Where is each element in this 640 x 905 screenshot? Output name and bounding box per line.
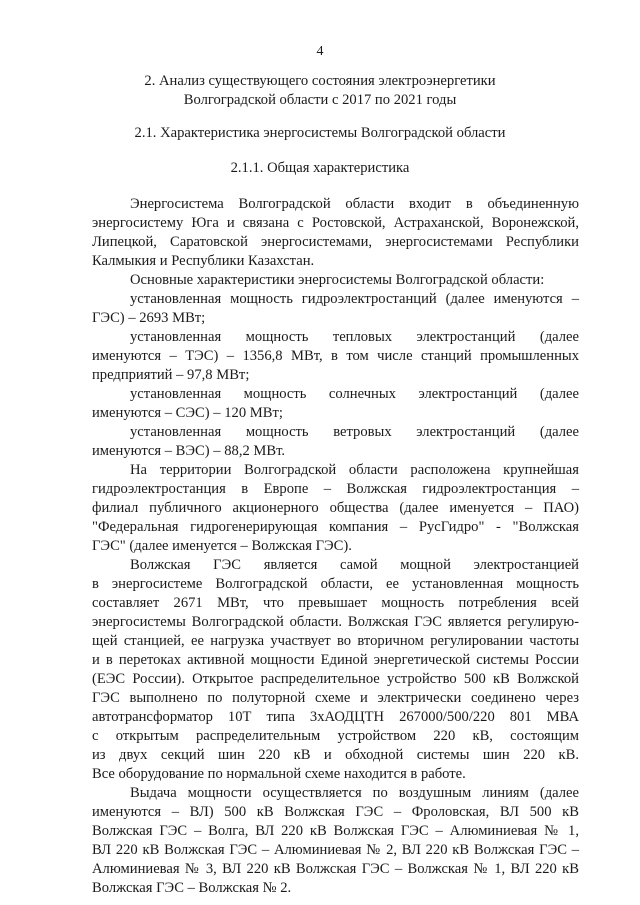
text-line: составляет 2671 МВт, что превышает мощность потребления всей (92, 595, 579, 611)
subsection-heading: 2.1. Характеристика энергосистемы Волгоградской области (134, 125, 506, 141)
text-line: Волжская ГЭС является самой мощной электростанцией (130, 557, 579, 573)
text-line: Липецкой, Саратовской энергосистемами, энергосистемами Республики (92, 234, 579, 250)
text-line: установленная мощность гидроэлектростанций (далее именуются – (130, 291, 579, 307)
text-line: именуются – ВЛ) 500 кВ Волжская ГЭС – Фроловская, ВЛ 500 кВ (92, 804, 579, 820)
text-line: Алюминиевая № 3, ВЛ 220 кВ Волжская ГЭС – Волжская № 1, ВЛ 220 кВ (92, 861, 579, 877)
text-line: установленная мощность тепловых электростанций (далее (130, 329, 579, 345)
text-line: ГЭС) – 2693 МВт; (92, 310, 206, 326)
text-line: ГЭС выполнено по полуторной схеме и электрически соединено через (92, 690, 579, 706)
text-line: именуются – ВЭС) – 88,2 МВт. (92, 443, 286, 459)
text-line: именуются – ТЭС) – 1356,8 МВт, в том числе станций промышленных (92, 348, 579, 364)
text-line: в энергосистеме Волгоградской области, ее установленная мощность (92, 576, 579, 592)
text-line: из двух секций шин 220 кВ и обходной системы шин 220 кВ. (92, 747, 579, 763)
text-line: и в перетоках активной мощности Единой энергетической системы России (92, 652, 579, 668)
text-line: (ЕЭС России). Открытое распределительное устройство 500 кВ Волжской (92, 671, 579, 687)
text-line: ГЭС" (далее именуется – Волжская ГЭС). (92, 538, 352, 554)
text-line: Энергосистема Волгоградской области входит в объединенную (130, 196, 579, 212)
text-line: Все оборудование по нормальной схеме находится в работе. (92, 766, 466, 782)
text-line: Основные характеристики энергосистемы Волгоградской области: (130, 272, 545, 288)
text-line: гидроэлектростанция в Европе – Волжская гидроэлектростанция – (92, 481, 579, 497)
text-line: автотрансформатор 10Т типа 3хАОДЦТН 267000/500/220 801 МВА (92, 709, 579, 725)
text-line: Калмыкия и Республики Казахстан. (92, 253, 315, 269)
text-line: На территории Волгоградской области расположена крупнейшая (130, 462, 579, 478)
page-number: 4 (316, 44, 324, 59)
text-line: установленная мощность солнечных электростанций (далее (130, 386, 579, 402)
text-line: предприятий – 97,8 МВт; (92, 367, 250, 383)
text-line: Волжская ГЭС – Волга, ВЛ 220 кВ Волжская ГЭС – Алюминиевая № 1, (92, 823, 579, 839)
text-line: филиал публичного акционерного общества (далее именуется – ПАО) (92, 500, 579, 516)
section-heading-line: 2. Анализ существующего состояния электроэнергетики (144, 73, 496, 89)
text-line: ВЛ 220 кВ Волжская ГЭС – Алюминиевая № 2, ВЛ 220 кВ Волжская ГЭС – (92, 842, 579, 858)
text-line: энергосистемы Волгоградской области. Волжская ГЭС является регулирую- (92, 614, 579, 630)
text-line: с открытым распределительным устройством 220 кВ, состоящим (92, 728, 579, 744)
text-line: именуются – СЭС) – 120 МВт; (92, 405, 283, 421)
text-line: щей станцией, ее нагрузка участвует во вторичном регулировании частоты (92, 633, 579, 649)
section-heading-line: Волгоградской области с 2017 по 2021 годы (183, 92, 457, 108)
text-line: Выдача мощности осуществляется по воздушным линиям (далее (130, 785, 579, 801)
text-line: Волжская ГЭС – Волжская № 2. (92, 880, 292, 896)
text-line: энергосистему Юга и связана с Ростовской, Астраханской, Воронежской, (92, 215, 579, 231)
text-line: "Федеральная гидрогенерирующая компания – РусГидро" - "Волжская (92, 519, 579, 535)
section-heading (0, 72, 640, 110)
subsubsection-heading: 2.1.1. Общая характеристика (230, 160, 410, 176)
text-line: установленная мощность ветровых электростанций (далее (130, 424, 579, 440)
